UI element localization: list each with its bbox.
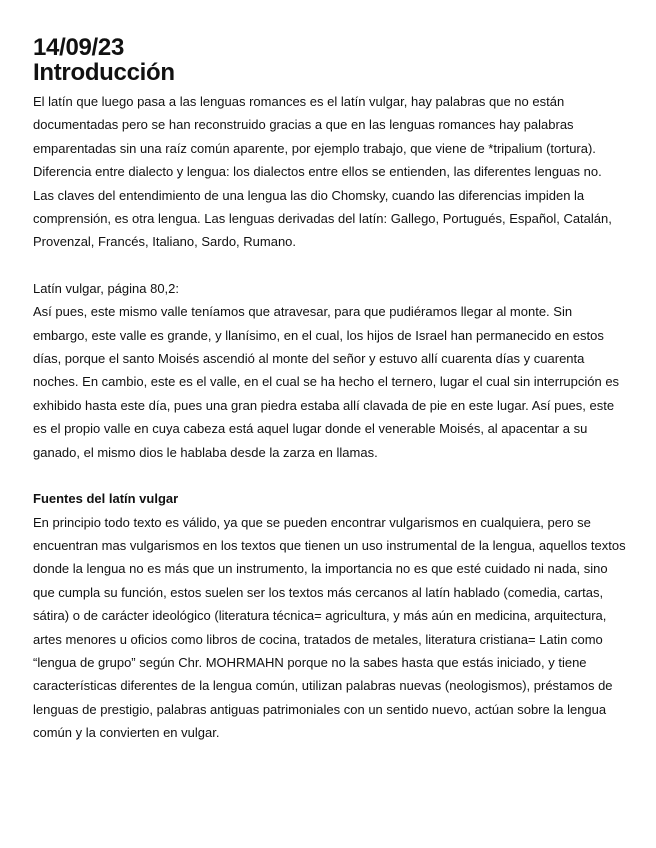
section-heading: Fuentes del latín vulgar	[33, 491, 179, 507]
paragraph-spacer	[33, 464, 626, 487]
intro-paragraph: El latín que luego pasa a las lenguas romances es el latín vulgar, hay palabras que no están documentadas pero se han reconstruido gracias a que en las lenguas romances hay palabras emparentadas sin una raíz común aparente, por ejemplo trabajo, que viene de *tripalium (tortura). Diferencia entre dialecto y lengua: los dialectos entre ellos se entienden, las diferentes lenguas no. Las claves del entendimiento de una lengua las dio Chomsky, cuando las diferencias impiden la comprensión, es otra lengua. Las lenguas derivadas del latín: Gallego, Portugués, Español, Catalán, Provenzal, Francés, Italiano, Sardo, Rumano.	[33, 94, 612, 250]
document-title: Introducción	[33, 59, 175, 86]
sources-paragraph: En principio todo texto es válido, ya que se pueden encontrar vulgarismos en cualquiera, pero se encuentran mas vulgarismos en los textos que tienen un uso instrumental de la lengua, aquellos textos donde la lengua no es más que un instrumento, la importancia no es que esté cuidado ni nada, sino que cumpla su función, estos suelen ser los textos más cercanos al latín hablado (comedia, cartas, sátira) o de carácter ideológico (literatura técnica= agricultura, y más aún en medicina, arquitectura, artes menores u oficios como libros de cocina, tratados de metales, literatura cristiana= Latin como “lengua de grupo” según Chr. MOHRMAHN porque no la sabes hasta que estás iniciado, y tiene características diferentes de la lengua común, utilizan palabras nuevas (neologismos), préstamos de lenguas de prestigio, palabras antiguas patrimoniales con un sentido nuevo, actúan sobre la lengua común y la convierten en vulgar.	[33, 514, 626, 741]
quote-paragraph: Así pues, este mismo valle teníamos que atravesar, para que pudiéramos llegar al monte. Sin embargo, este valle es grande, y llanísimo, en el cual, los hijos de Israel han permanecido en estos días, porque el santo Moisés ascendió al monte del señor y estuvo allí cuarenta días y cuarenta noches. En cambio, este es el valle, en el cual se ha hecho el ternero, lugar el cual sin interrupción es exhibido hasta este día, pues una gran piedra estaba allí clavada de pie en este lugar. Así pues, este es el propio valle en cuya cabeza está aquel lugar donde el venerable Moisés, al apacentar a su ganado, el mismo dios le hablaba desde la zarza en llamas.	[33, 304, 620, 460]
paragraph-spacer	[33, 254, 626, 277]
reference-line: Latín vulgar, página 80,2:	[33, 280, 180, 296]
document-date: 14/09/23	[33, 34, 125, 61]
